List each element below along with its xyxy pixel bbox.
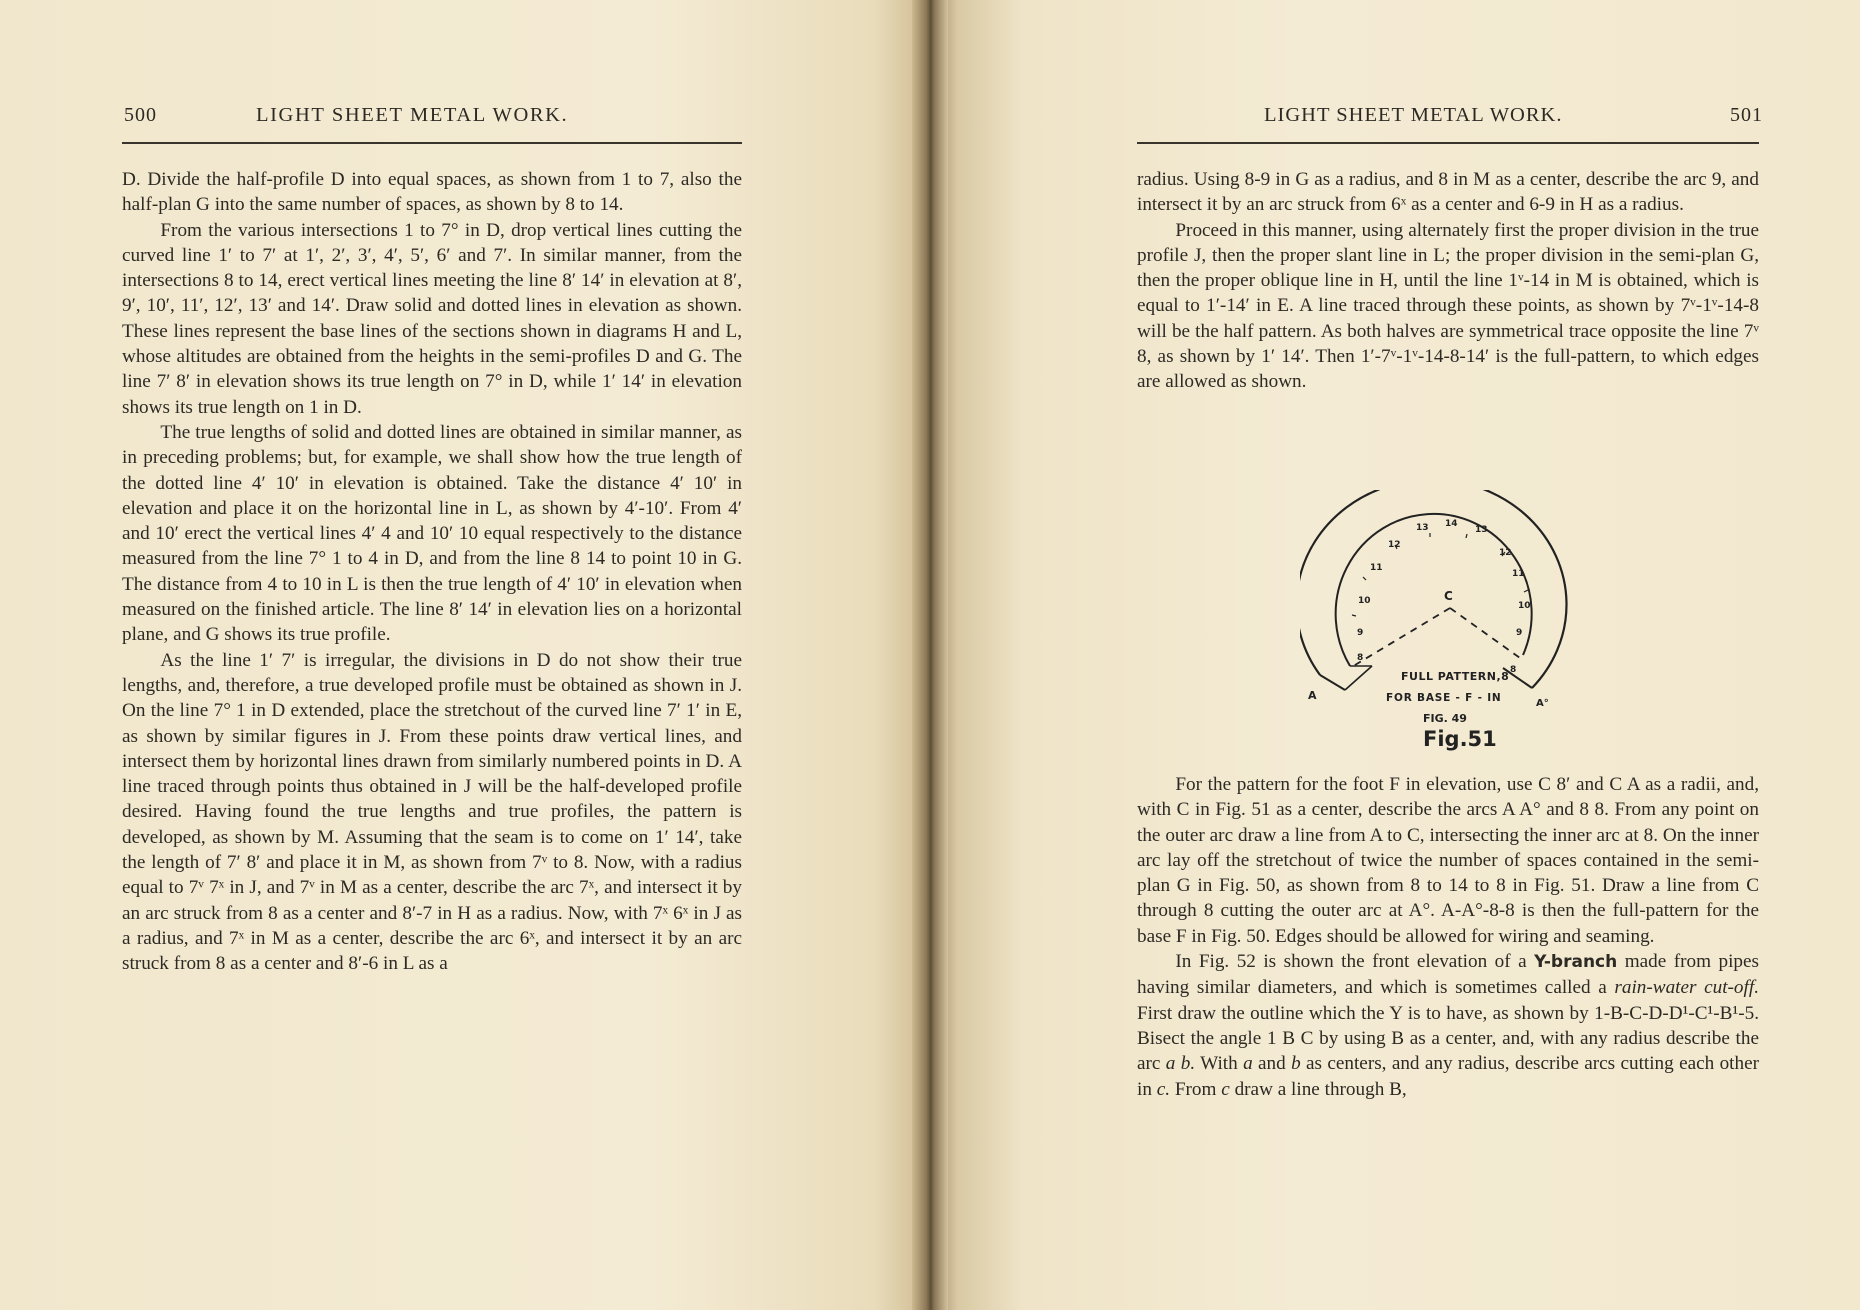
book-gutter: [912, 0, 948, 1310]
fig-label: 13: [1475, 525, 1488, 535]
fig-label: 10: [1518, 601, 1531, 611]
fig-label: 10: [1358, 596, 1371, 606]
left-paragraph: From the various intersections 1 to 7° in D, drop vertical lines cutting the curved line 1′ to 7′ at 1′, 2′, 3′, 4′, 5′, 6′ and 7′. In similar manner, from the intersections 8 to 14, erect vertical lines meeting the line 8′ 14′ in elevation at 8′, 9′, 10′, 11′, 12′, 13′ and 14′. Draw solid and dotted lines in elevation as shown. These lines represent the base lines of the sections shown in diagrams H and L, whose altitudes are obtained from the heights in the semi-profiles D and G. The line 7′ 8′ in elevation shows its true length on 7° in D, while 1′ 14′ in elevation shows its true length on 1 in D.: [122, 219, 742, 418]
fig-label-a-degree: A°: [1536, 698, 1549, 709]
fig-label: 9: [1357, 628, 1364, 638]
left-running-title: LIGHT SHEET METAL WORK.: [256, 104, 569, 126]
figure-51-diagram: [1300, 490, 1600, 740]
italic-term: c.: [1156, 1078, 1171, 1100]
right-paragraph: radius. Using 8-9 in G as a radius, and 8 in M as a center, describe the arc 9, and intersect it by an arc struck from 6ˣ as a center and 6-9 in H as a radius.: [1137, 169, 1759, 216]
right-page: [930, 0, 1860, 1310]
right-page-header: [930, 104, 1860, 134]
fig-label: 12: [1388, 540, 1401, 550]
left-paragraph: D. Divide the half-profile D into equal spaces, as shown from 1 to 7, also the half-plan G into the same number of spaces, as shown by 8 to 14.: [122, 169, 742, 216]
italic-term: b: [1291, 1053, 1301, 1075]
fig-label-a: A: [1308, 689, 1317, 702]
left-page-number: 500: [124, 104, 157, 126]
right-body-text-top: [1137, 167, 1759, 395]
left-page-header: [0, 104, 930, 134]
fig-label: 9: [1516, 628, 1523, 638]
figure-number: Fig.51: [1423, 727, 1497, 751]
full-pattern-drawing: [1300, 490, 1600, 740]
right-paragraph: Proceed in this manner, using alternately first the proper division in the true profile J, then the proper slant line in L; the proper division in the semi-plan G, then the proper oblique line in H, until the line 1ᵛ-14 in M is obtained, which is equal to 1′-14′ in E. A line traced through these points, as shown by 7ᵛ-1ᵛ-14-8 will be the half pattern. As both halves are symmetrical trace opposite the line 7ᵛ 8, as shown by 1′ 14′. Then 1′-7ᵛ-1ᵛ-14-8-14′ is the full-pattern, to which edges are allowed as shown.: [1137, 219, 1759, 393]
right-page-number: 501: [1730, 104, 1763, 126]
italic-term: rain-water cut-off.: [1614, 977, 1759, 999]
fig-label: 8: [1510, 665, 1517, 675]
fig-label: 11: [1370, 563, 1383, 573]
text-run: as centers, and any radius, describe arcs cutting each other in: [1137, 1053, 1760, 1100]
right-body-text-bottom: [1137, 772, 1759, 1102]
text-run: In Fig. 52 is shown the front elevation of a: [1175, 951, 1535, 973]
fig-label-center: C: [1444, 589, 1453, 603]
fig-label: 14: [1445, 519, 1458, 529]
left-header-rule: [122, 142, 742, 144]
left-paragraph: The true lengths of solid and dotted lines are obtained in similar manner, as in preceding problems; but, for example, we shall show how the true length of the dotted line 4′ 10′ in elevation is obtained. Take the distance 4′ 10′ in elevation and place it on the horizontal line in L, as shown by 4′-10′. From 4′ and 10′ erect the vertical lines 4′ 4 and 10′ 10 equal respectively to the distance measured from the line 7° 1 to 4 in D, and from the line 8 14 to point 10 in G. The distance from 4 to 10 in L is then the true length of 4′ 10′ in elevation when measured on the finished article. The line 8′ 14′ in elevation lies on a horizontal plane, and G shows its true profile.: [122, 421, 742, 646]
left-body-text: [122, 167, 742, 977]
text-run: With: [1195, 1053, 1244, 1075]
fig-caption-line: FIG. 49: [1423, 712, 1467, 725]
right-paragraph-y-branch: [1137, 949, 1759, 1102]
text-run: draw a line through B,: [1229, 1078, 1407, 1100]
fig-label: 8: [1357, 653, 1364, 663]
italic-term: a: [1243, 1053, 1253, 1075]
right-running-title: LIGHT SHEET METAL WORK.: [1264, 104, 1563, 126]
bold-term: Y-branch: [1534, 952, 1618, 973]
italic-term: a b.: [1165, 1053, 1196, 1075]
right-paragraph: For the pattern for the foot F in elevation, use C 8′ and C A as a radii, and, with C in Fig. 51 as a center, describe the arcs A A° and 8 8. From any point on the outer arc draw a line from A to C, intersecting the inner arc at 8. On the inner arc lay off the stretchout of twice the number of spaces contained in the semi-plan G in Fig. 50, as shown from 8 to 14 to 8 in Fig. 51. Draw a line from C through 8 cutting the outer arc at A°. A-A°-8-8 is then the full-pattern for the base F in Fig. 50. Edges should be allowed for wiring and seaming.: [1137, 774, 1759, 947]
italic-term: c: [1221, 1078, 1230, 1100]
fig-label: 12: [1499, 548, 1512, 558]
text-run: First draw the outline which the Y is to have, as shown by 1-B-C-D-D¹-C¹-B¹-5. Bisect the angle 1 B C by using B as a center, and, with any radius describe the arc: [1137, 1002, 1759, 1075]
fig-caption-line: FOR BASE - F - IN: [1386, 692, 1502, 704]
fig-label: 13: [1416, 523, 1429, 533]
right-header-rule: [1137, 142, 1759, 144]
left-paragraph: As the line 1′ 7′ is irregular, the divisions in D do not show their true lengths, and, therefore, a true developed profile must be obtained as shown in J. On the line 7° 1 in D extended, place the stretchout of the curved line 7′ 1′ in E, as shown by similar figures in J. From these points draw vertical lines, and intersect them by horizontal lines drawn from similarly numbered points in D. A line traced through points thus obtained in J will be the half-developed profile desired. Having found the true lengths and true profiles, the pattern is developed, as shown by M. Assuming that the seam is to come on 1′ 14′, take the length of 7′ 8′ and place it in M, as shown from 7ᵛ to 8. Now, with a radius equal to 7ᵛ 7ˣ in J, and 7ᵛ in M as a center, describe the arc 7ˣ, and intersect it by an arc struck from 8 as a center and 8′-7 in H as a radius. Now, with 7ˣ 6ˣ in J as a radius, and 7ˣ in M as a center, describe the arc 6ˣ, and intersect it by an arc struck from 8 as a center and 8′-6 in L as a: [122, 649, 742, 975]
text-run: and: [1252, 1053, 1292, 1075]
fig-label: 11: [1512, 569, 1525, 579]
text-run: From: [1170, 1078, 1222, 1100]
text-run: made from pipes having similar diameters, and which is sometimes called a: [1137, 951, 1759, 999]
fig-caption-line: FULL PATTERN,8: [1401, 670, 1510, 683]
